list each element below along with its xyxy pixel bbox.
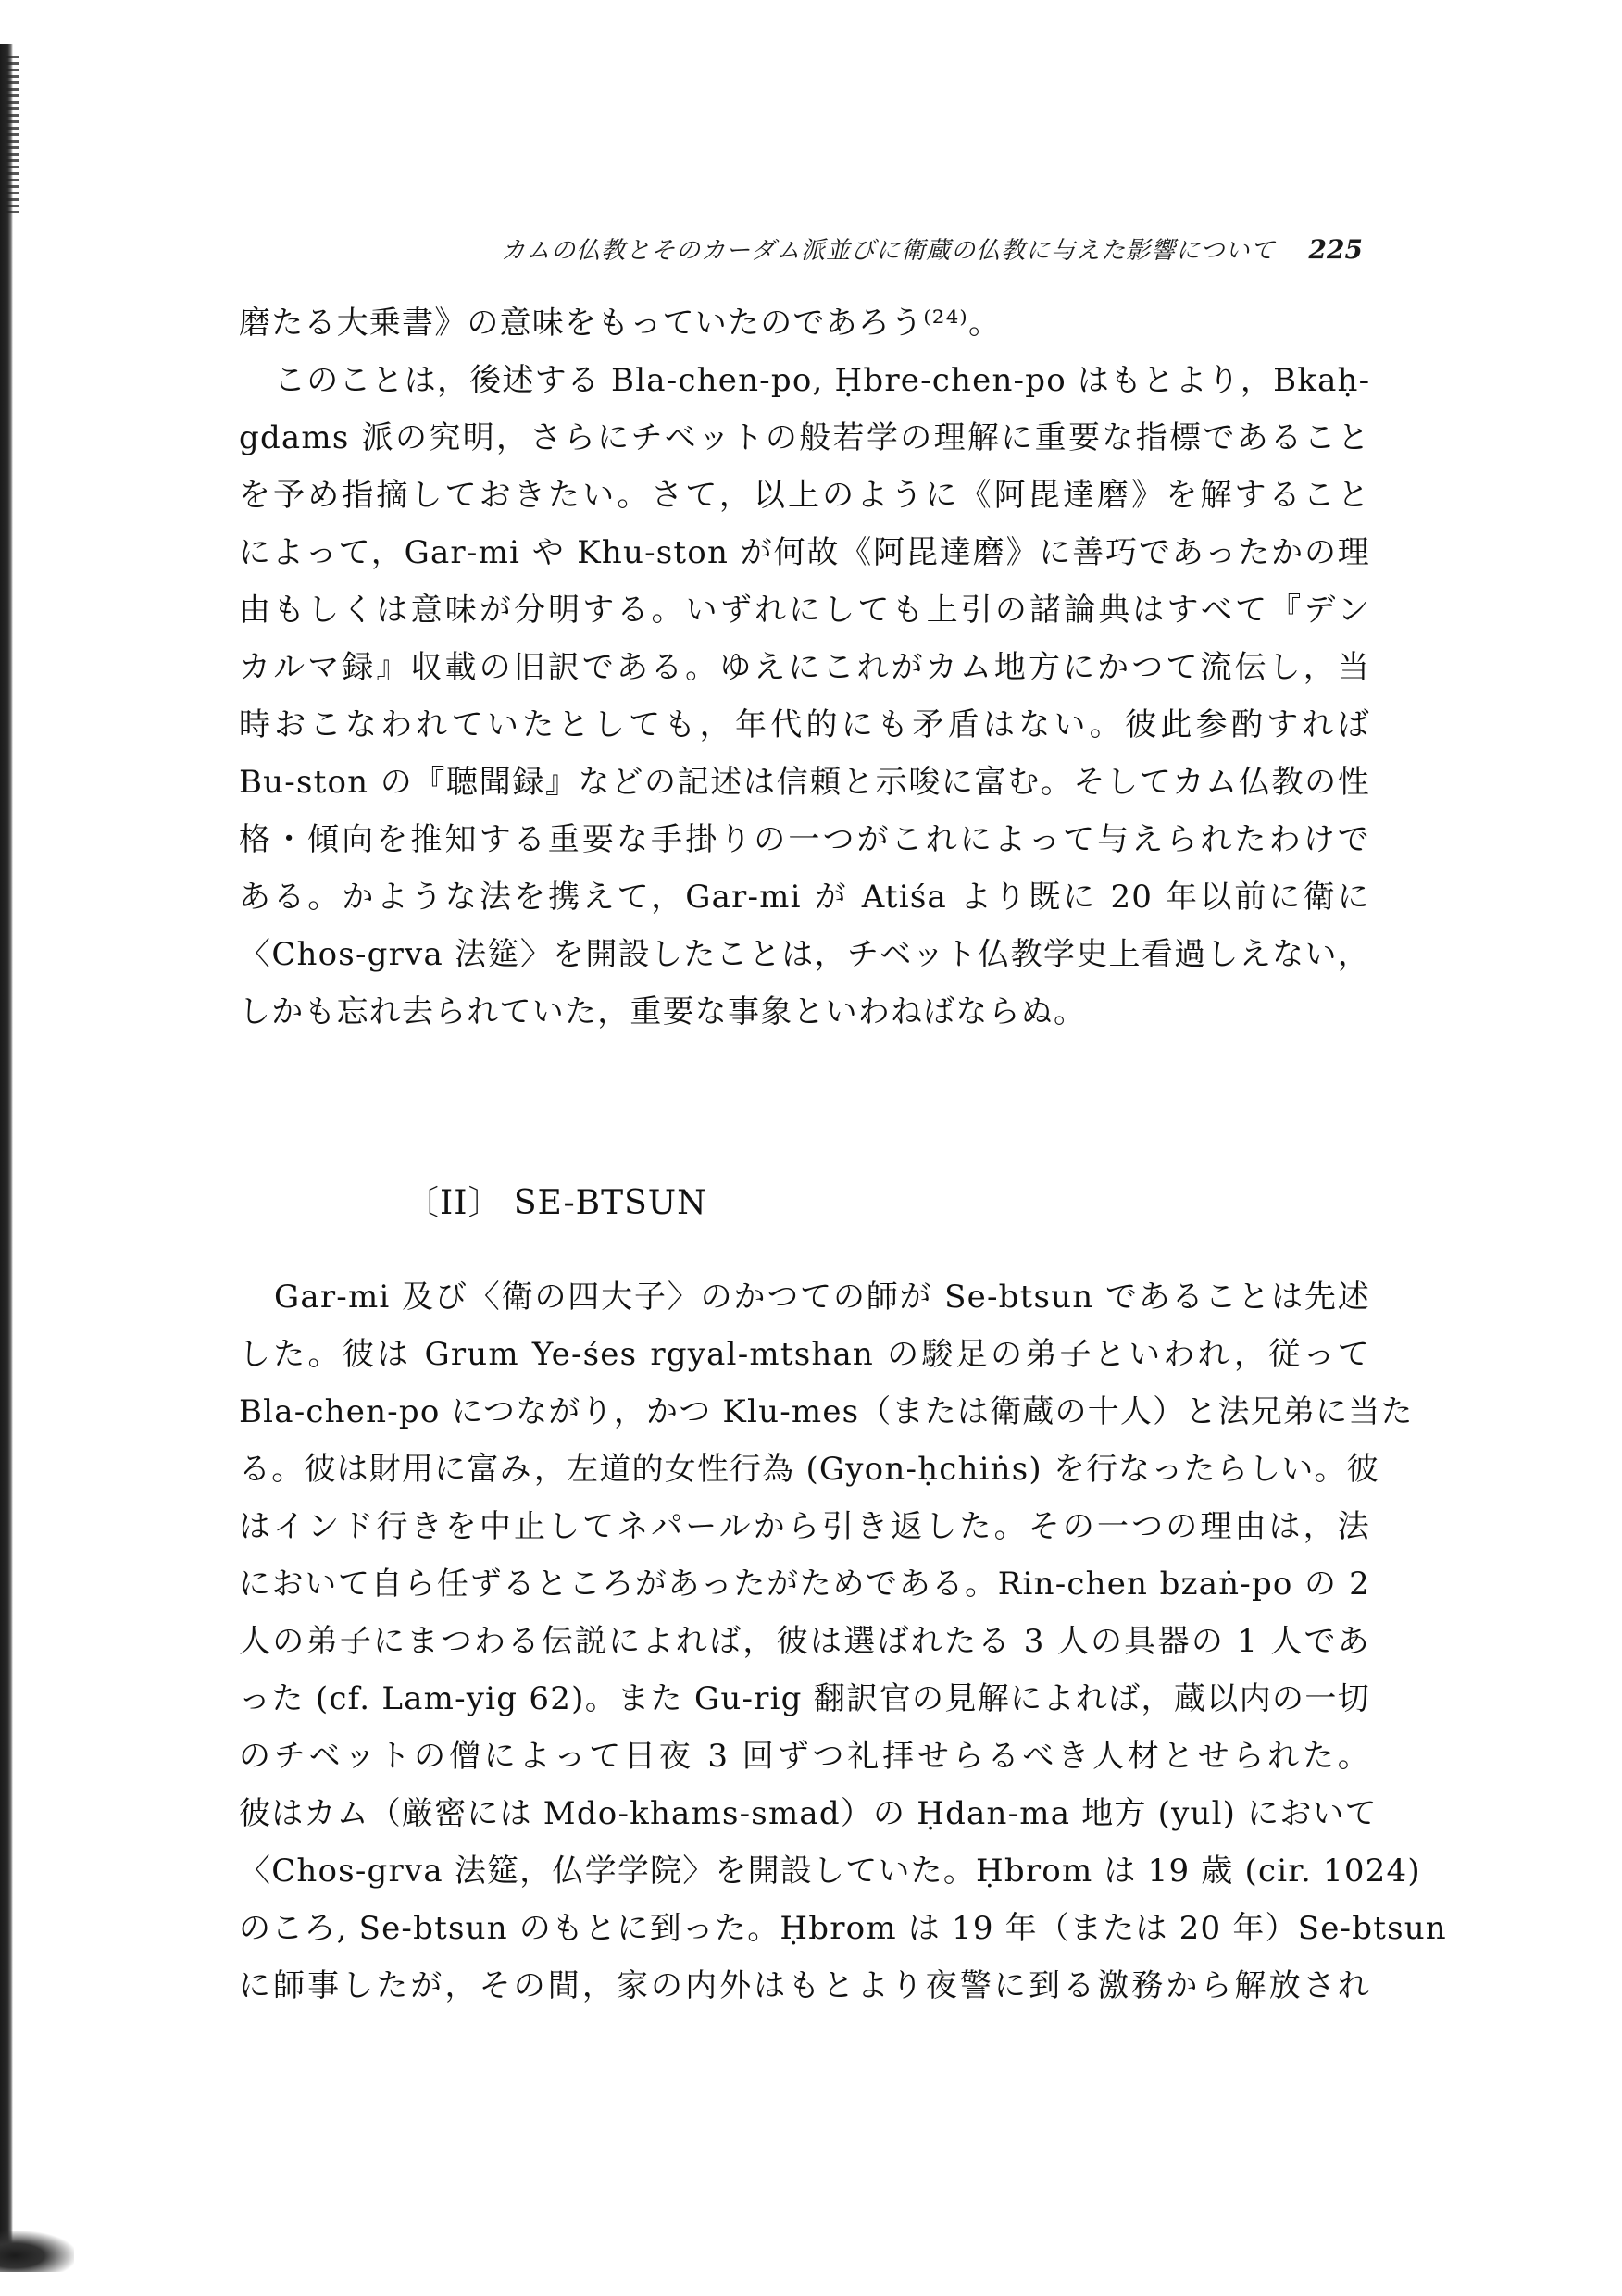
text-line: このことは，後述する Bla-chen-po, Ḥbre-chen-po はもとより，Bkaḥ- bbox=[274, 362, 1371, 399]
text-line: はインド行きを中止してネパールから引き返した。その一つの理由は，法 bbox=[239, 1508, 1370, 1545]
paragraph bbox=[239, 294, 1370, 352]
text-line: した。彼は Grum Ye-śes rgyal-mtshan の駿足の弟子といわれ，従って bbox=[239, 1336, 1370, 1373]
text-line: 彼はカム（厳密には Mdo-khams-smad）の Ḥdan-ma 地方 (yul) において bbox=[239, 1795, 1378, 1832]
text-block-bottom bbox=[239, 1268, 1447, 2015]
text-line: に師事したが，その間，家の内外はもとより夜警に到る激務から解放され bbox=[239, 1967, 1370, 2004]
section-heading: 〔II〕 SE-BTSUN bbox=[406, 1184, 707, 1222]
text-line: 磨たる大乗書》の意味をもっていたのであろう⁽²⁴⁾。 bbox=[239, 305, 1002, 342]
text-line: カルマ録』収載の旧訳である。ゆえにこれがカム地方にかつて流伝し，当 bbox=[239, 649, 1370, 686]
text-line: ある。かような法を携えて，Gar-mi が Atiśa より既に 20 年以前に衛に bbox=[239, 879, 1370, 916]
binding-edge-marks bbox=[6, 56, 19, 213]
text-line: 由もしくは意味が分明する。いずれにしても上引の諸論典はすべて『デン bbox=[239, 592, 1370, 629]
text-line: Bu-ston の『聴聞録』などの記述は信頼と示唆に富む。そしてカム仏教の性 bbox=[239, 764, 1370, 801]
paragraph bbox=[239, 352, 1370, 1041]
page-number: 225 bbox=[1308, 234, 1363, 265]
running-title: カムの仏教とそのカーダム派並びに衛蔵の仏教に与えた影響について bbox=[501, 237, 1276, 265]
text-line: 〈Chos-grva 法筵，仏学学院〉を開設していた。Ḥbrom は 19 歳 (cir. 1024) bbox=[239, 1853, 1421, 1890]
text-line: のチベットの僧によって日夜 3 回ずつ礼拝せらるべき人材とせられた。 bbox=[239, 1738, 1370, 1775]
text-line: 〈Chos-grva 法筵〉を開設したことは，チベット仏教学史上看過しえない， bbox=[239, 936, 1370, 973]
text-line: によって，Gar-mi や Khu-ston が何故《阿毘達磨》に善巧であったかの理 bbox=[239, 534, 1370, 571]
text-block-top bbox=[239, 294, 1370, 1041]
text-line: において自ら任ずるところがあったがためである。Rin-chen bzaṅ-po の 2 bbox=[239, 1566, 1370, 1603]
text-line: しかも忘れ去られていた，重要な事象といわねばならぬ。 bbox=[239, 993, 1087, 1030]
text-line: った (cf. Lam-yig 62)。また Gu-rig 翻訳官の見解によれば，蔵以内の一切 bbox=[239, 1680, 1370, 1717]
text-line: 格・傾向を推知する重要な手掛りの一つがこれによって与えられたわけで bbox=[239, 821, 1370, 858]
text-line: Bla-chen-po につながり，かつ Klu-mes（または衛蔵の十人）と法兄弟に当た bbox=[239, 1393, 1414, 1430]
text-line: 人の弟子にまつわる伝説によれば，彼は選ばれたる 3 人の具器の 1 人であ bbox=[239, 1623, 1370, 1660]
text-line: を予め指摘しておきたい。さて，以上のように《阿毘達磨》を解すること bbox=[239, 477, 1370, 514]
scan-smudge bbox=[0, 2231, 74, 2272]
text-line: 時おこなわれていたとしても，年代的にも矛盾はない。彼此参酌すれば bbox=[239, 706, 1370, 743]
text-line: Gar-mi 及び〈衛の四大子〉のかつての師が Se-btsun であることは先述 bbox=[274, 1279, 1370, 1316]
running-header bbox=[418, 231, 1363, 274]
binding-edge-shadow bbox=[0, 44, 13, 2257]
text-line: る。彼は財用に富み，左道的女性行為 (Gyon-ḥchiṅs) を行なったらしい。彼 bbox=[239, 1451, 1379, 1488]
paragraph bbox=[239, 1268, 1447, 2015]
text-line: のころ, Se-btsun のもとに到った。Ḥbrom は 19 年（または 20 年）Se-btsun bbox=[239, 1910, 1447, 1947]
text-line: gdams 派の究明，さらにチベットの般若学の理解に重要な指標であること bbox=[239, 419, 1370, 456]
